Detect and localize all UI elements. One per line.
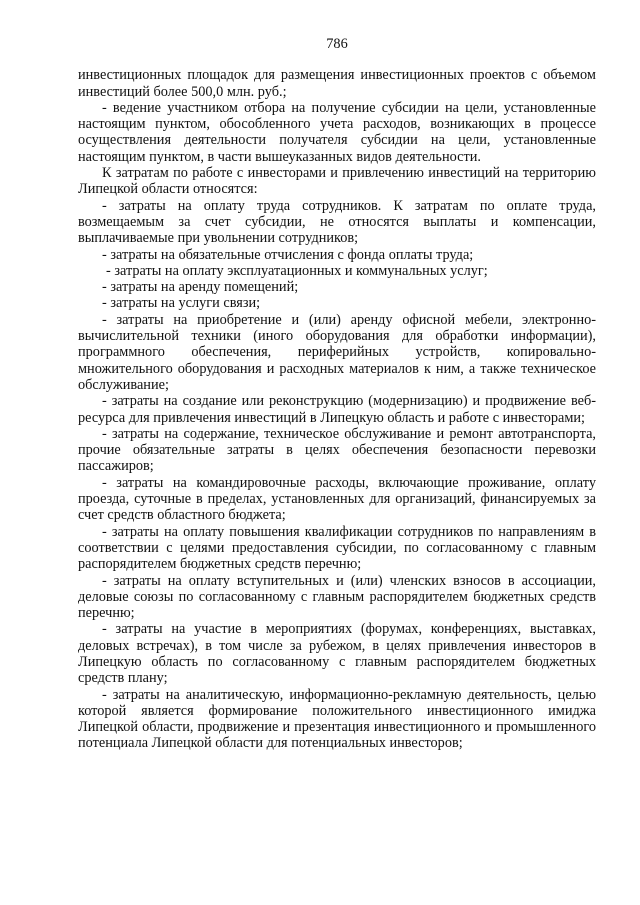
paragraph-rent: - затраты на аренду помещений;	[102, 279, 299, 296]
paragraph-web-resource: - затраты на создание или реконструкцию (модернизацию) и продвижение веб-ресурса для привлечения инвестиций в Липецкую область и работе с инвесторами;	[78, 393, 596, 426]
paragraph-vehicles: - затраты на содержание, техническое обслуживание и ремонт автотранспорта, прочие обязательные затраты в целях обеспечения безопасности перевозки пассажиров;	[78, 425, 596, 475]
paragraph-office-equipment: - затраты на приобретение и (или) аренду офисной мебели, электронно-вычислительной техники (иного оборудования для обработки информации), программного обеспечения, периферийных устройств, копировально-множительного оборудования и расходных материалов к ним, а также техническое обслуживание;	[78, 311, 596, 393]
paragraph-communication: - затраты на услуги связи;	[102, 295, 261, 312]
paragraph-training: - затраты на оплату повышения квалификации сотрудников по направлениям в соответствии с целями предоставления субсидии, по согласованному с главным распорядителем бюджетных средств перечню;	[78, 523, 596, 573]
paragraph-business-travel: - затраты на командировочные расходы, включающие проживание, оплату проезда, суточные в пределах, установленных для организаций, финансируемых за счет средств областного бюджета;	[78, 474, 596, 524]
paragraph-association-fees: - затраты на оплату вступительных и (или) членских взносов в ассоциации, деловые союзы по согласованному с главным распорядителем бюджетных средств перечню;	[78, 572, 596, 622]
page-number: 786	[326, 36, 348, 52]
paragraph-events: - затраты на участие в мероприятиях (форумах, конференциях, выставках, деловых встречах), в том числе за рубежом, в целях привлечения инвесторов в Липецкую область по согласованному с главным распорядителем бюджетных средств плану;	[78, 621, 596, 687]
paragraph-payroll-deductions: - затраты на обязательные отчисления с фонда оплаты труда;	[102, 246, 474, 263]
paragraph-separate-accounting: - ведение участником отбора на получение субсидии на цели, установленные настоящим пунктом, обособленного учета расходов, возникающих в процессе осуществления деятельности получателя субсидии на цели, установленные настоящим пунктом, в части вышеуказанных видов деятельности.	[78, 99, 596, 165]
document-page	[78, 36, 596, 752]
paragraph-promotion: - затраты на аналитическую, информационно-рекламную деятельность, целью которой является формирование положительного инвестиционного имиджа Липецкой области, продвижение и презентация инвестиционного и промышленного потенциала Липецкой области для потенциальных инвесторов;	[78, 686, 596, 752]
paragraph-investment-sites: инвестиционных площадок для размещения инвестиционных проектов с объемом инвестиций более 500,0 млн. руб.;	[78, 67, 596, 100]
paragraph-costs-intro: К затратам по работе с инвесторами и привлечению инвестиций на территорию Липецкой области относятся:	[78, 165, 596, 198]
paragraph-labor-costs: - затраты на оплату труда сотрудников. К затратам по оплате труда, возмещаемым за счет субсидии, не относятся выплаты и компенсации, выплачиваемые при увольнении сотрудников;	[78, 197, 596, 247]
paragraph-utilities: - затраты на оплату эксплуатационных и коммунальных услуг;	[106, 262, 488, 279]
